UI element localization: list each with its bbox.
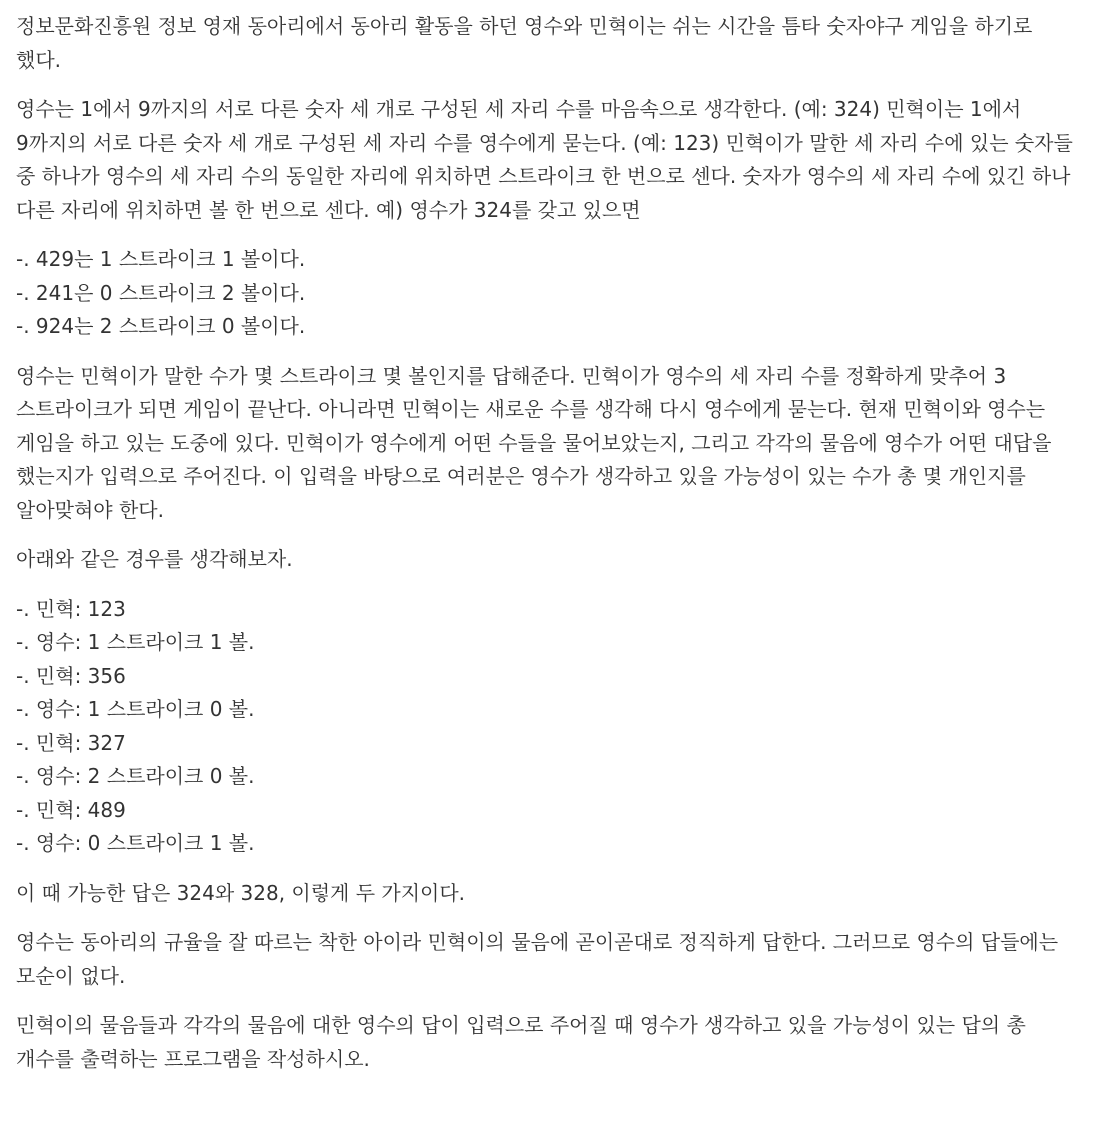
dialogue-item: -. 영수: 2 스트라이크 0 볼.: [16, 764, 255, 788]
rules-paragraph: 영수는 1에서 9까지의 서로 다른 숫자 세 개로 구성된 세 자리 수를 마음속으로 생각한다. (예: 324) 민혁이는 1에서 9까지의 서로 다른 숫자 세 개로 구성된 세 자리 수를 영수에게 묻는다. (예: 123) 민혁이가 말한 세 자리 수에 있는 숫자들 중 하나가 영수의 세 자리 수의 동일한 자리에 위치하면 스트라이크 한 번으로 센다. 숫자가 영수의 세 자리 수에 있긴 하나 다른 자리에 위치하면 볼 한 번으로 센다. 예) 영수가 324를 갖고 있으면: [16, 97, 1073, 222]
case-intro-paragraph: 아래와 같은 경우를 생각해보자.: [16, 547, 293, 571]
answer-paragraph: 이 때 가능한 답은 324와 328, 이렇게 두 가지이다.: [16, 880, 466, 905]
dialogue-item: -. 영수: 1 스트라이크 1 볼.: [16, 630, 255, 654]
honesty-paragraph: 영수는 동아리의 규율을 잘 따르는 착한 아이라 민혁이의 물음에 곧이곧대로 정직하게 답한다. 그러므로 영수의 답들에는 모순이 없다.: [16, 930, 1059, 988]
example-item: -. 241은 0 스트라이크 2 볼이다.: [16, 280, 306, 305]
dialogue-item: -. 민혁: 489: [16, 797, 126, 822]
example-item: -. 924는 2 스트라이크 0 볼이다.: [16, 314, 306, 338]
dialogue-item: -. 민혁: 327: [16, 730, 126, 755]
game-paragraph: 영수는 민혁이가 말한 수가 몇 스트라이크 몇 볼인지를 답해준다. 민혁이가 영수의 세 자리 수를 정확하게 맞추어 3 스트라이크가 되면 게임이 끝난다. 아니라면 민혁이는 새로운 수를 생각해 다시 영수에게 묻는다. 현재 민혁이와 영수는 게임을 하고 있는 도중에 있다. 민혁이가 영수에게 어떤 수들을 물어보았는지, 그리고 각각의 물음에 영수가 어떤 대답을 했는지가 입력으로 주어진다. 이 입력을 바탕으로 여러분은 영수가 생각하고 있을 가능성이 있는 수가 총 몇 개인지를 알아맞혀야 한다.: [16, 363, 1052, 522]
dialogue-item: -. 민혁: 356: [16, 663, 126, 688]
example-list: [16, 243, 1078, 344]
dialogue-list: [16, 593, 1078, 861]
intro-paragraph: 정보문화진흥원 정보 영재 동아리에서 동아리 활동을 하던 영수와 민혁이는 쉬는 시간을 틈타 숫자야구 게임을 하기로 했다.: [16, 14, 1033, 72]
dialogue-item: -. 민혁: 123: [16, 596, 126, 621]
example-item: -. 429는 1 스트라이크 1 볼이다.: [16, 247, 306, 271]
dialogue-item: -. 영수: 1 스트라이크 0 볼.: [16, 697, 255, 721]
dialogue-item: -. 영수: 0 스트라이크 1 볼.: [16, 831, 255, 855]
task-paragraph: 민혁이의 물음들과 각각의 물음에 대한 영수의 답이 입력으로 주어질 때 영수가 생각하고 있을 가능성이 있는 답의 총 개수를 출력하는 프로그램을 작성하시오.: [16, 1013, 1026, 1071]
